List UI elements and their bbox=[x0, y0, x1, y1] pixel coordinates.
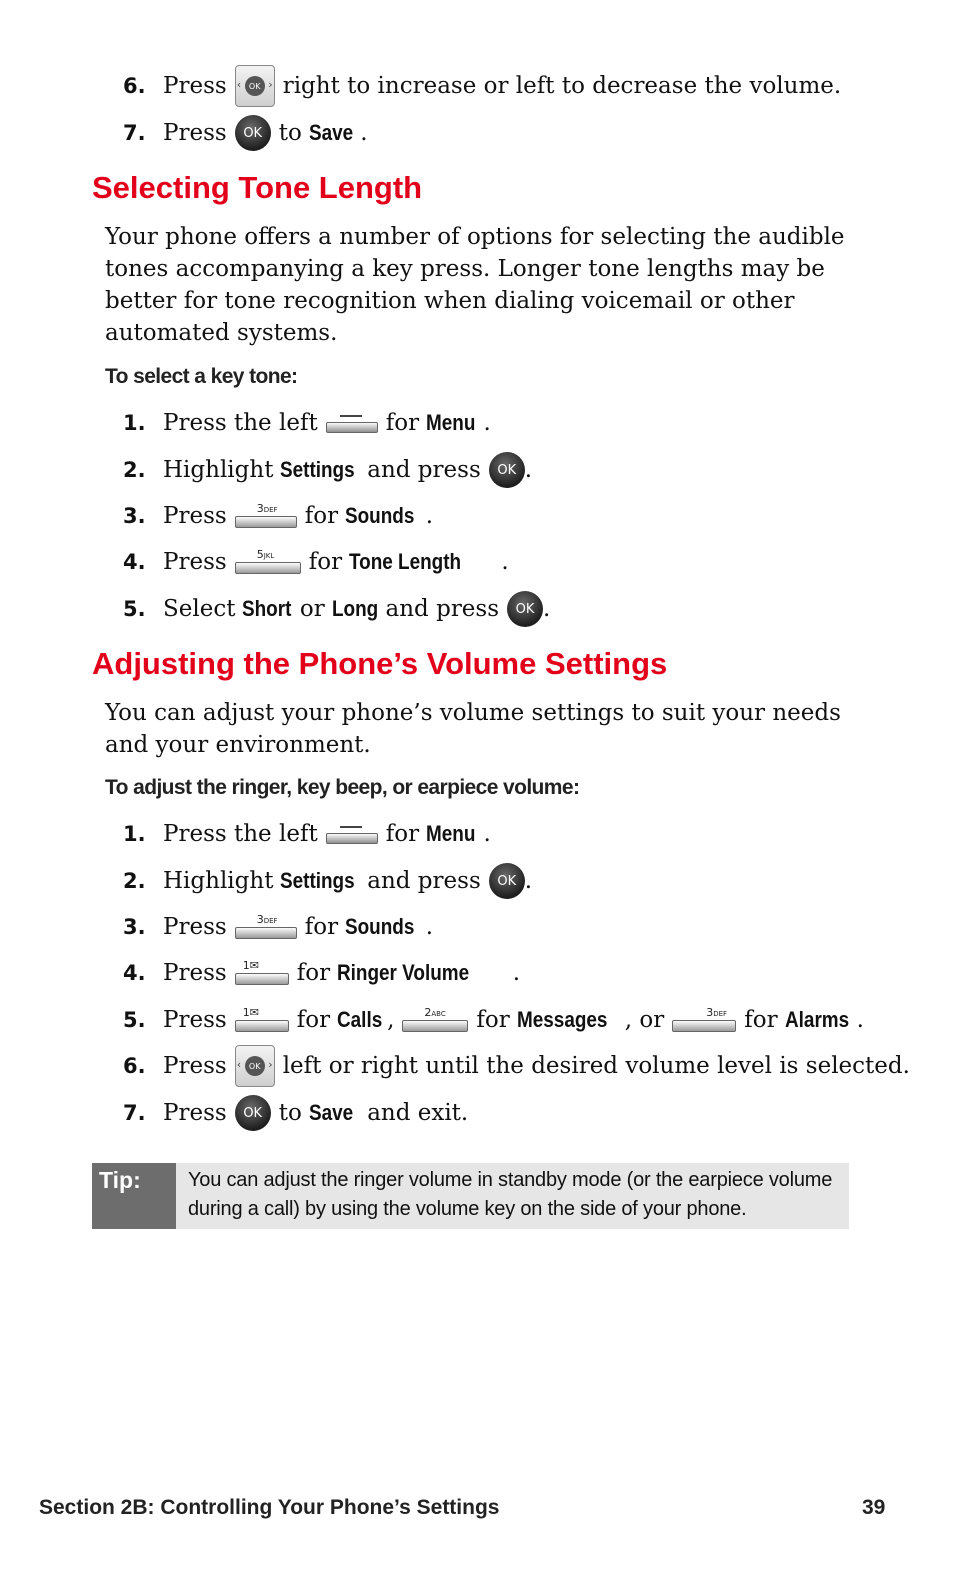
key-3-icon: 3DEF bbox=[235, 913, 297, 941]
step-text: Press bbox=[163, 73, 227, 99]
navigation-key-icon: ‹ OK › bbox=[235, 1045, 275, 1087]
ok-key-icon: OK bbox=[489, 863, 525, 899]
tone-length-paragraph: Your phone offers a number of options for selecting the audible tones accompanying a key press. Longer tone lengths may be better for tone recognition when dialing voicemail or other automated systems. bbox=[105, 224, 845, 346]
tip-label: Tip: bbox=[92, 1163, 176, 1229]
section-heading-tone-length: Selecting Tone Length bbox=[92, 170, 423, 205]
page-number: 39 bbox=[862, 1496, 886, 1519]
ok-key-icon: OK bbox=[489, 452, 525, 488]
key-2-icon: 2ABC bbox=[402, 1006, 468, 1034]
ok-key-icon: OK bbox=[235, 115, 271, 151]
navigation-key-icon: ‹ OK › bbox=[235, 65, 275, 107]
left-softkey-icon bbox=[326, 411, 378, 435]
manual-page: 6. Press ‹ OK › right to increase or left to decrease the volume. 7. Press OK to Save . Selecting Tone Length Your phone offers a number of options for selecting the audible tones accompanying a key press. Longer tone lengths may be better for tone recognition when dialing voicemail or other automated systems. To select a key tone: 1. Press the left for Menu . 2. Highlight Settings and press OK . 3. Press 3DEF for Sounds . 4. Press 5JKL for Tone Length . 5. Select Short or Long and press OK . Adjusting the Phone’s Volume Settings You can adjust your phone’s volume settings to suit your needs and your environment. To adjust the ringer, key beep, or earpiece volume: 1. Press the left for Menu . 2. Highlight Settings and press OK . 3. Press 3DEF for Sounds . 4. Press 1✉ for Ringer Volume . 5. Press 1✉ for Calls , 2ABC for Messages , or 3DEF for Alarms . 6. Press ‹ OK › left or right until the desired volume level is selected. 7. Press OK to Save and exit. Tip: You can adjust the ringer volume in standby mode (or the earpiece volume during a call) by using the volume key on the side of your phone. Section 2B: Controlling Your Phone’s Settings 39 bbox=[0, 0, 954, 1590]
ok-key-icon: OK bbox=[507, 591, 543, 627]
key-3-icon: 3DEF bbox=[235, 502, 297, 530]
key-1-icon: 1✉ bbox=[235, 959, 289, 987]
footer-section-title: Section 2B: Controlling Your Phone’s Settings bbox=[39, 1496, 500, 1519]
step-text: right to increase or left to decrease the volume. bbox=[282, 73, 842, 99]
volume-paragraph: You can adjust your phone’s volume settings to suit your needs and your environment. bbox=[105, 700, 841, 758]
subheading-select-key-tone: To select a key tone: bbox=[105, 365, 298, 388]
left-softkey-icon bbox=[326, 822, 378, 846]
step-number: 6. bbox=[123, 74, 146, 98]
step-number: 7. bbox=[123, 121, 146, 145]
tip-text: You can adjust the ringer volume in standby mode (or the earpiece volume during a call) by using the volume key on the side of your phone. bbox=[188, 1169, 833, 1220]
tip-box bbox=[92, 1163, 849, 1229]
key-5-icon: 5JKL bbox=[235, 548, 301, 576]
subheading-adjust-volume: To adjust the ringer, key beep, or earpiece volume: bbox=[105, 776, 580, 799]
ok-key-icon: OK bbox=[235, 1095, 271, 1131]
section-heading-volume-settings: Adjusting the Phone’s Volume Settings bbox=[92, 646, 668, 681]
key-1-icon: 1✉ bbox=[235, 1006, 289, 1034]
key-3-icon: 3DEF bbox=[672, 1006, 736, 1034]
